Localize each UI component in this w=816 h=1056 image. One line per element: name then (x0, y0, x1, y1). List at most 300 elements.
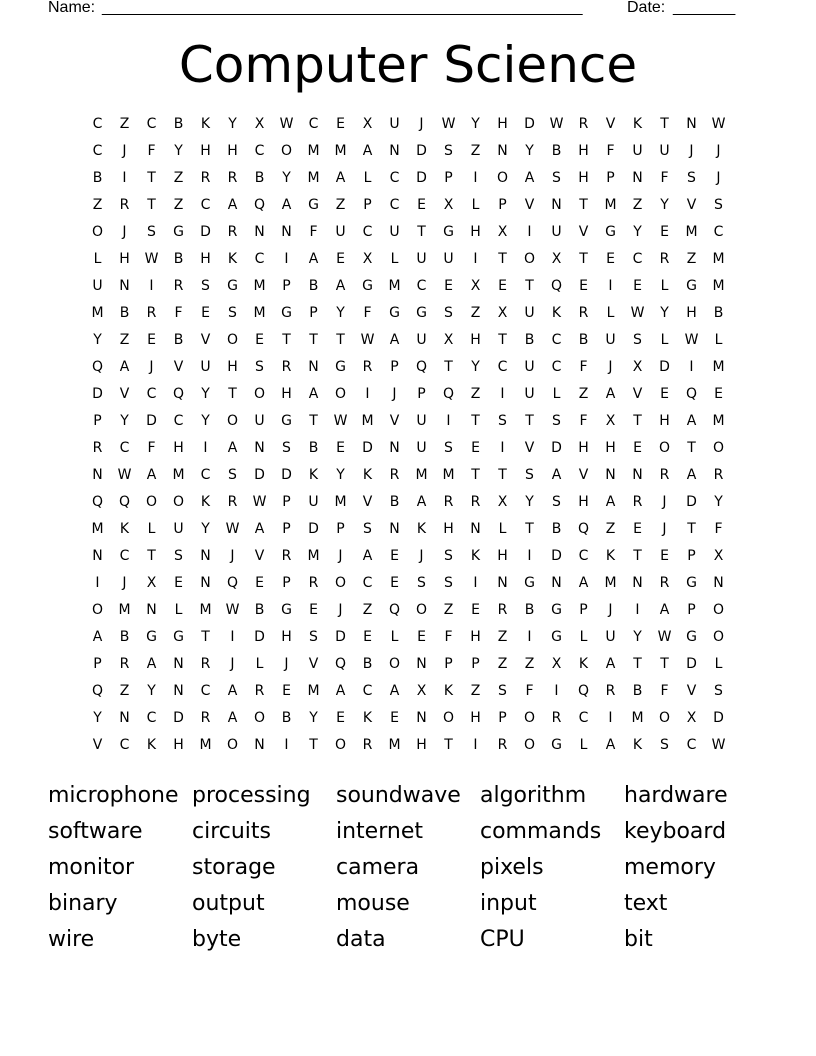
grid-letter[interactable]: D (713, 710, 724, 726)
grid-letter[interactable]: C (362, 683, 373, 699)
grid-letter[interactable]: L (363, 170, 372, 186)
grid-letter[interactable]: R (389, 467, 400, 483)
grid-letter[interactable]: I (527, 548, 532, 564)
grid-letter[interactable]: I (284, 737, 289, 753)
grid-letter[interactable]: Y (309, 710, 318, 726)
grid-letter[interactable]: R (281, 359, 292, 375)
grid-letter[interactable]: F (660, 683, 669, 699)
grid-letter[interactable]: M (334, 143, 347, 159)
grid-letter[interactable]: O (145, 494, 158, 510)
grid-letter[interactable]: T (525, 521, 534, 537)
grid-letter[interactable]: H (200, 251, 211, 267)
grid-letter[interactable]: T (309, 413, 318, 429)
grid-letter[interactable]: W (279, 116, 294, 132)
grid-letter[interactable]: R (227, 224, 238, 240)
grid-letter[interactable]: Q (442, 386, 455, 402)
grid-letter[interactable]: U (92, 278, 103, 294)
grid-letter[interactable]: B (551, 143, 562, 159)
grid-letter[interactable]: E (417, 197, 426, 213)
grid-letter[interactable]: H (227, 143, 238, 159)
grid-letter[interactable]: B (173, 116, 184, 132)
grid-letter[interactable]: K (362, 710, 373, 726)
grid-letter[interactable]: T (525, 278, 534, 294)
grid-letter[interactable]: G (605, 224, 616, 240)
grid-letter[interactable]: S (525, 467, 534, 483)
grid-letter[interactable]: C (119, 548, 130, 564)
grid-letter[interactable]: F (660, 170, 669, 186)
grid-letter[interactable]: C (92, 116, 103, 132)
grid-letter[interactable]: A (227, 710, 238, 726)
grid-letter[interactable]: E (390, 575, 399, 591)
grid-letter[interactable]: U (254, 413, 265, 429)
grid-letter[interactable]: Z (497, 629, 508, 645)
grid-letter[interactable]: I (95, 575, 100, 591)
grid-letter[interactable]: O (334, 737, 347, 753)
grid-letter[interactable]: T (309, 332, 318, 348)
grid-letter[interactable]: E (471, 602, 480, 618)
grid-letter[interactable]: R (173, 278, 184, 294)
grid-letter[interactable]: X (497, 494, 508, 510)
grid-letter[interactable]: B (551, 521, 562, 537)
grid-letter[interactable]: N (497, 575, 508, 591)
grid-letter[interactable]: K (632, 737, 643, 753)
grid-letter[interactable]: V (605, 116, 616, 132)
grid-letter[interactable]: A (227, 683, 238, 699)
grid-letter[interactable]: J (149, 359, 154, 375)
grid-letter[interactable]: W (117, 467, 132, 483)
grid-letter[interactable]: W (711, 737, 726, 753)
grid-letter[interactable]: J (716, 170, 721, 186)
grid-letter[interactable]: S (174, 548, 183, 564)
grid-letter[interactable]: V (362, 494, 373, 510)
grid-letter[interactable]: Y (471, 116, 480, 132)
grid-letter[interactable]: T (498, 332, 507, 348)
grid-letter[interactable]: B (254, 602, 265, 618)
grid-letter[interactable]: P (93, 656, 102, 672)
grid-letter[interactable]: U (524, 305, 535, 321)
grid-letter[interactable]: D (200, 224, 211, 240)
grid-letter[interactable]: Y (660, 197, 669, 213)
grid-letter[interactable]: B (389, 494, 400, 510)
grid-letter[interactable]: J (122, 575, 127, 591)
grid-letter[interactable]: C (119, 440, 130, 456)
grid-letter[interactable]: P (336, 521, 345, 537)
grid-letter[interactable]: A (308, 251, 319, 267)
grid-letter[interactable]: M (604, 197, 617, 213)
grid-letter[interactable]: A (605, 386, 616, 402)
grid-letter[interactable]: K (200, 494, 211, 510)
grid-letter[interactable]: M (361, 413, 374, 429)
grid-letter[interactable]: X (605, 413, 616, 429)
grid-letter[interactable]: X (497, 305, 508, 321)
grid-letter[interactable]: I (284, 251, 289, 267)
grid-letter[interactable]: U (200, 359, 211, 375)
grid-letter[interactable]: R (470, 494, 481, 510)
grid-letter[interactable]: T (579, 251, 588, 267)
grid-letter[interactable]: C (551, 359, 562, 375)
grid-letter[interactable]: J (608, 359, 613, 375)
grid-letter[interactable]: U (551, 224, 562, 240)
grid-letter[interactable]: R (551, 710, 562, 726)
grid-letter[interactable]: U (605, 332, 616, 348)
grid-letter[interactable]: U (659, 143, 670, 159)
grid-letter[interactable]: S (282, 440, 291, 456)
grid-letter[interactable]: R (119, 197, 130, 213)
grid-letter[interactable]: H (200, 143, 211, 159)
grid-letter[interactable]: Z (335, 197, 346, 213)
grid-letter[interactable]: T (525, 413, 534, 429)
grid-letter[interactable]: M (388, 278, 401, 294)
grid-letter[interactable]: F (579, 359, 588, 375)
grid-letter[interactable]: Z (470, 143, 481, 159)
grid-letter[interactable]: U (524, 386, 535, 402)
grid-letter[interactable]: Q (388, 602, 401, 618)
grid-letter[interactable]: E (336, 116, 345, 132)
grid-letter[interactable]: Z (605, 521, 616, 537)
grid-letter[interactable]: O (253, 710, 266, 726)
grid-letter[interactable]: T (660, 116, 669, 132)
grid-letter[interactable]: A (335, 278, 346, 294)
grid-letter[interactable]: E (201, 305, 210, 321)
grid-letter[interactable]: L (390, 629, 399, 645)
grid-letter[interactable]: O (496, 170, 509, 186)
grid-letter[interactable]: C (173, 413, 184, 429)
grid-letter[interactable]: I (365, 386, 370, 402)
grid-letter[interactable]: E (660, 224, 669, 240)
grid-letter[interactable]: N (605, 467, 616, 483)
grid-letter[interactable]: D (254, 467, 265, 483)
grid-letter[interactable]: D (551, 548, 562, 564)
grid-letter[interactable]: Q (334, 656, 347, 672)
grid-letter[interactable]: Z (173, 197, 184, 213)
grid-letter[interactable]: E (336, 251, 345, 267)
grid-letter[interactable]: C (389, 170, 400, 186)
grid-letter[interactable]: E (498, 278, 507, 294)
grid-letter[interactable]: F (525, 683, 534, 699)
grid-letter[interactable]: T (309, 737, 318, 753)
grid-letter[interactable]: G (551, 737, 562, 753)
grid-letter[interactable]: F (714, 521, 723, 537)
grid-letter[interactable]: E (471, 440, 480, 456)
grid-letter[interactable]: R (497, 602, 508, 618)
grid-letter[interactable]: G (416, 305, 427, 321)
grid-letter[interactable]: R (659, 467, 670, 483)
grid-letter[interactable]: T (498, 251, 507, 267)
grid-letter[interactable]: S (498, 413, 507, 429)
grid-letter[interactable]: F (444, 629, 453, 645)
grid-letter[interactable]: P (444, 656, 453, 672)
grid-letter[interactable]: A (686, 413, 697, 429)
grid-letter[interactable]: J (230, 656, 235, 672)
grid-letter[interactable]: N (119, 278, 130, 294)
grid-letter[interactable]: Q (226, 575, 239, 591)
grid-letter[interactable]: S (552, 413, 561, 429)
grid-letter[interactable]: J (689, 143, 694, 159)
grid-letter[interactable]: O (91, 602, 104, 618)
grid-letter[interactable]: V (200, 332, 211, 348)
grid-letter[interactable]: X (362, 251, 373, 267)
grid-letter[interactable]: C (389, 197, 400, 213)
grid-letter[interactable]: N (254, 440, 265, 456)
grid-letter[interactable]: B (119, 305, 130, 321)
grid-letter[interactable]: B (713, 305, 724, 321)
grid-letter[interactable]: E (579, 278, 588, 294)
grid-letter[interactable]: M (118, 602, 131, 618)
grid-letter[interactable]: A (335, 683, 346, 699)
grid-letter[interactable]: R (362, 359, 373, 375)
grid-letter[interactable]: A (254, 521, 265, 537)
grid-letter[interactable]: Y (93, 332, 102, 348)
grid-letter[interactable]: X (362, 116, 373, 132)
grid-letter[interactable]: Z (686, 251, 697, 267)
grid-letter[interactable]: J (419, 548, 424, 564)
grid-letter[interactable]: F (147, 440, 156, 456)
grid-letter[interactable]: S (552, 170, 561, 186)
grid-letter[interactable]: S (687, 170, 696, 186)
grid-letter[interactable]: Z (632, 197, 643, 213)
grid-letter[interactable]: M (685, 224, 698, 240)
grid-letter[interactable]: M (91, 305, 104, 321)
grid-letter[interactable]: S (498, 683, 507, 699)
grid-letter[interactable]: M (712, 413, 725, 429)
grid-letter[interactable]: D (686, 656, 697, 672)
grid-letter[interactable]: N (200, 575, 211, 591)
grid-letter[interactable]: E (336, 710, 345, 726)
grid-letter[interactable]: C (362, 575, 373, 591)
grid-letter[interactable]: Q (550, 278, 563, 294)
grid-letter[interactable]: S (201, 278, 210, 294)
grid-letter[interactable]: G (146, 629, 157, 645)
grid-letter[interactable]: H (686, 305, 697, 321)
grid-letter[interactable]: N (173, 683, 184, 699)
grid-letter[interactable]: C (578, 548, 589, 564)
grid-letter[interactable]: W (441, 116, 456, 132)
grid-letter[interactable]: K (578, 656, 589, 672)
grid-letter[interactable]: Z (119, 116, 130, 132)
grid-letter[interactable]: S (417, 575, 426, 591)
grid-letter[interactable]: V (119, 386, 130, 402)
grid-letter[interactable]: N (416, 656, 427, 672)
grid-letter[interactable]: T (633, 656, 642, 672)
grid-letter[interactable]: E (714, 386, 723, 402)
grid-letter[interactable]: M (415, 467, 428, 483)
grid-letter[interactable]: R (281, 548, 292, 564)
grid-letter[interactable]: X (146, 575, 157, 591)
grid-letter[interactable]: D (416, 170, 427, 186)
grid-letter[interactable]: W (333, 413, 348, 429)
grid-letter[interactable]: C (200, 683, 211, 699)
grid-letter[interactable]: D (362, 440, 373, 456)
grid-letter[interactable]: V (173, 359, 184, 375)
grid-letter[interactable]: V (686, 683, 697, 699)
grid-letter[interactable]: K (308, 467, 319, 483)
grid-letter[interactable]: D (92, 386, 103, 402)
grid-letter[interactable]: A (605, 737, 616, 753)
grid-letter[interactable]: G (443, 224, 454, 240)
grid-letter[interactable]: L (471, 197, 480, 213)
grid-letter[interactable]: N (254, 224, 265, 240)
grid-letter[interactable]: W (144, 251, 159, 267)
grid-letter[interactable]: S (444, 548, 453, 564)
grid-letter[interactable]: B (119, 629, 130, 645)
grid-letter[interactable]: D (659, 359, 670, 375)
grid-letter[interactable]: Z (470, 305, 481, 321)
grid-letter[interactable]: T (147, 548, 156, 564)
grid-letter[interactable]: Y (201, 521, 210, 537)
grid-letter[interactable]: P (687, 548, 696, 564)
grid-letter[interactable]: F (147, 143, 156, 159)
grid-letter[interactable]: S (660, 737, 669, 753)
grid-letter[interactable]: J (608, 602, 613, 618)
grid-letter[interactable]: J (122, 143, 127, 159)
grid-letter[interactable]: R (578, 116, 589, 132)
grid-letter[interactable]: B (92, 170, 103, 186)
grid-letter[interactable]: L (606, 305, 615, 321)
grid-letter[interactable]: R (200, 170, 211, 186)
grid-letter[interactable]: F (174, 305, 183, 321)
grid-letter[interactable]: I (635, 602, 640, 618)
grid-letter[interactable]: I (689, 359, 694, 375)
grid-letter[interactable]: E (633, 278, 642, 294)
date-field[interactable]: _______ (673, 0, 736, 16)
grid-letter[interactable]: O (91, 224, 104, 240)
grid-letter[interactable]: H (578, 440, 589, 456)
grid-letter[interactable]: H (173, 737, 184, 753)
grid-letter[interactable]: Q (91, 683, 104, 699)
grid-letter[interactable]: G (551, 629, 562, 645)
grid-letter[interactable]: R (119, 656, 130, 672)
grid-letter[interactable]: R (308, 575, 319, 591)
grid-letter[interactable]: A (227, 440, 238, 456)
grid-letter[interactable]: M (253, 278, 266, 294)
grid-letter[interactable]: P (498, 710, 507, 726)
grid-letter[interactable]: N (92, 548, 103, 564)
grid-letter[interactable]: D (146, 413, 157, 429)
grid-letter[interactable]: A (605, 656, 616, 672)
grid-letter[interactable]: S (309, 629, 318, 645)
grid-letter[interactable]: R (632, 494, 643, 510)
grid-letter[interactable]: D (281, 467, 292, 483)
grid-letter[interactable]: Z (470, 683, 481, 699)
grid-letter[interactable]: E (633, 440, 642, 456)
grid-letter[interactable]: T (633, 413, 642, 429)
grid-letter[interactable]: O (523, 737, 536, 753)
grid-letter[interactable]: P (498, 197, 507, 213)
grid-letter[interactable]: Q (415, 359, 428, 375)
grid-letter[interactable]: K (605, 548, 616, 564)
grid-letter[interactable]: D (254, 629, 265, 645)
grid-letter[interactable]: O (226, 737, 239, 753)
grid-letter[interactable]: Y (120, 413, 129, 429)
grid-letter[interactable]: A (281, 197, 292, 213)
grid-letter[interactable]: A (659, 602, 670, 618)
grid-letter[interactable]: F (363, 305, 372, 321)
grid-letter[interactable]: A (335, 170, 346, 186)
grid-letter[interactable]: G (281, 413, 292, 429)
grid-letter[interactable]: U (173, 521, 184, 537)
grid-letter[interactable]: E (660, 548, 669, 564)
grid-letter[interactable]: U (524, 359, 535, 375)
grid-letter[interactable]: G (686, 278, 697, 294)
grid-letter[interactable]: X (686, 710, 697, 726)
grid-letter[interactable]: J (419, 116, 424, 132)
grid-letter[interactable]: T (336, 332, 345, 348)
grid-letter[interactable]: W (711, 116, 726, 132)
grid-letter[interactable]: V (389, 413, 400, 429)
grid-letter[interactable]: A (362, 143, 373, 159)
grid-letter[interactable]: B (308, 440, 319, 456)
grid-letter[interactable]: O (334, 386, 347, 402)
grid-letter[interactable]: N (200, 548, 211, 564)
grid-letter[interactable]: T (282, 332, 291, 348)
grid-letter[interactable]: A (578, 575, 589, 591)
grid-letter[interactable]: U (389, 116, 400, 132)
grid-letter[interactable]: R (605, 683, 616, 699)
grid-letter[interactable]: G (173, 629, 184, 645)
grid-letter[interactable]: N (416, 710, 427, 726)
grid-letter[interactable]: I (500, 386, 505, 402)
grid-letter[interactable]: C (713, 224, 724, 240)
grid-letter[interactable]: B (632, 683, 643, 699)
grid-letter[interactable]: Q (91, 359, 104, 375)
grid-letter[interactable]: P (471, 656, 480, 672)
grid-letter[interactable]: S (147, 224, 156, 240)
grid-letter[interactable]: N (551, 575, 562, 591)
grid-letter[interactable]: O (415, 602, 428, 618)
grid-letter[interactable]: J (662, 521, 667, 537)
grid-letter[interactable]: U (416, 251, 427, 267)
grid-letter[interactable]: A (119, 359, 130, 375)
grid-letter[interactable]: I (149, 278, 154, 294)
grid-letter[interactable]: I (527, 224, 532, 240)
grid-letter[interactable]: X (632, 359, 643, 375)
grid-letter[interactable]: O (442, 710, 455, 726)
grid-letter[interactable]: M (307, 683, 320, 699)
grid-letter[interactable]: H (470, 629, 481, 645)
grid-letter[interactable]: Y (201, 386, 210, 402)
grid-letter[interactable]: Y (525, 143, 534, 159)
grid-letter[interactable]: N (146, 602, 157, 618)
grid-letter[interactable]: S (714, 197, 723, 213)
grid-letter[interactable]: V (524, 197, 535, 213)
grid-letter[interactable]: C (551, 332, 562, 348)
grid-letter[interactable]: I (554, 683, 559, 699)
grid-letter[interactable]: A (227, 197, 238, 213)
grid-letter[interactable]: E (309, 602, 318, 618)
grid-letter[interactable]: A (551, 467, 562, 483)
grid-letter[interactable]: T (498, 467, 507, 483)
grid-letter[interactable]: P (93, 413, 102, 429)
grid-letter[interactable]: T (201, 629, 210, 645)
grid-letter[interactable]: N (632, 467, 643, 483)
grid-letter[interactable]: Z (443, 602, 454, 618)
name-field[interactable]: ______________________________________________________ (102, 0, 583, 16)
grid-letter[interactable]: G (362, 278, 373, 294)
grid-letter[interactable]: L (498, 521, 507, 537)
grid-letter[interactable]: Q (685, 386, 698, 402)
grid-letter[interactable]: R (443, 494, 454, 510)
grid-letter[interactable]: Y (633, 629, 642, 645)
grid-letter[interactable]: T (147, 197, 156, 213)
grid-letter[interactable]: C (146, 710, 157, 726)
grid-letter[interactable]: J (716, 143, 721, 159)
grid-letter[interactable]: C (119, 737, 130, 753)
grid-letter[interactable]: Y (471, 359, 480, 375)
grid-letter[interactable]: T (444, 359, 453, 375)
grid-letter[interactable]: P (309, 305, 318, 321)
grid-letter[interactable]: U (443, 251, 454, 267)
grid-letter[interactable]: S (633, 332, 642, 348)
